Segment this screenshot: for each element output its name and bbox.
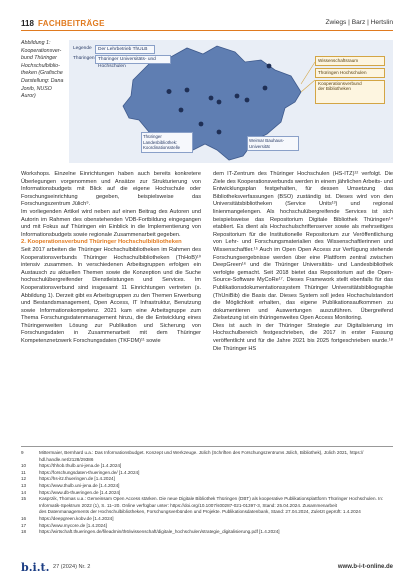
paragraph: Workshops. Einzelne Einrichtungen haben auch bereits konkretere Überlegungen vorgenommen und Ansätze zur Strukturierung von Informationsbudgets mit Blick auf die eigene Hochschule oder Forschungseinrichtung gegeben, beispielsweise das Forschungszentrum Jülich⁹. xyxy=(21,171,201,208)
footnote xyxy=(21,509,393,516)
section-title: FACHBEITRÄGE xyxy=(38,19,105,28)
footnote-link[interactable]: https://hs-itz.thueringen.de [1.4.2024] xyxy=(39,476,115,482)
paragraph: Seit 2017 arbeiten die Thüringer Hochschulbibliotheken im Rahmen des Kooperationsverbunds Thüringer Hochschulbibliotheken (ThHoB)¹⁰ intensiv zusammen. In verschiedenen Arbeitsgruppen erfolgen ein Austausch zu aktuellen Themen sowie die Konzeption und die Suche hochschulübergreifender Dienstleistungen und Services. Im Kooperationsverbund sind insgesamt 11 Einrichtungen vertreten (s. Abbildung 1). Derzeit gibt es Arbeitsgruppen zu den Themen Erwerbung und Bestandsmanagement, Open Access, IT Infrastruktur, Benutzung sowie Informationskompetenz. 2021 kam eine Arbeitsgruppe zum Thema Forschungsdatenmanagement hinzu, die die Entwicklung eines Thüringenweiten Lösung zur Publikation und Sicherung von Forschungsdaten in Zusammenarbeit mit dem Thüringer Kompetenznetzwerk Forschungsdaten (TKFDM)¹¹ sowie xyxy=(21,246,201,345)
footnote xyxy=(21,529,393,536)
connector-line xyxy=(301,80,315,92)
right-detail-line: Kooperationsverbund xyxy=(318,81,362,86)
footnote-number: 14 xyxy=(21,489,27,495)
footnote-number: 11 xyxy=(21,469,26,475)
paragraph: Dies ist auch in der Thüringer Strategie zur Digitalisierung im Hochschulbereich festgeschrieben, die 2017 in erster Fassung veröffentlicht und für die Jahre 2021 bis 2025 fortgeschrieben wurde.¹⁸ Die Thüringer HS xyxy=(213,322,393,352)
header-divider xyxy=(21,30,393,31)
issue-info: 27 (2024) Nr. 2 xyxy=(53,564,91,570)
footnote-text: Mittermaier, Bernhard u.a.: Das Informationsbudget. Konzept und Werkzeuge. Jülich (Schriften des Forschungszentrums Jülich, Bibliothek), Jülich 2021, https:// xyxy=(39,450,364,455)
website-link[interactable]: www.b-i-t-online.de xyxy=(337,564,393,570)
footnote-link[interactable]: https://www.db-thueringen.de [1.4.2024] xyxy=(39,489,121,495)
location-pin-icon xyxy=(179,108,184,113)
legend-label: Legende xyxy=(73,46,92,51)
caption-line: Jonib, NUSO Auror) xyxy=(21,85,52,100)
caption-line: bund Thüringer xyxy=(21,55,57,62)
caption-line: Kooperationsver- xyxy=(21,47,62,54)
location-pin-icon xyxy=(263,86,268,91)
location-pin-icon xyxy=(209,96,214,101)
footnote-number: 16 xyxy=(21,515,27,521)
footnote xyxy=(21,457,393,464)
footnote xyxy=(21,476,393,483)
footnote-link[interactable]: https://deepgreen.kobv.de [1.4.2024] xyxy=(39,515,114,521)
page-number: 118 xyxy=(21,19,34,28)
paragraph: dem IT-Zentrum des Thüringer Hochschulen (HS-ITZ)¹² verfolgt. Die Ziele des Kooperationsverbunds werden in einem jährlichen Arbeits- und Entwicklungsplan festgehalten, für dessen Umsetzung das Bibliotheksverfassungen (BSO) zuständig ist. Dieses wird von den Universitätsbibliotheken (Service Units¹³) und regional linienmangelengen. Als hochschulübergreifende Services ist sich beispielsweise das Repositorium Digitale Bibliothek Thüringen¹⁴ etabliert. Es dient als Hochschulschriftenserver sowie als mehrseitiges Repositorium für die Institutionelle Repositorium zur Veröffentlichung von Lehr- und Forschungsmaterialien des Wissenschaftlerinnen und Wissenschaftler.¹⁵ Auch im Open Open Access zur Verfügung stehende Forschungsergebnisse werden über eine Plattform zentral zwischen DeepGreen¹⁶ und die Thüringer Universitäts- und Landesbibliothek verfolgte gemacht. Seit 2018 bietet das Repositorium auf die Open-Source-Software MyCoRe¹⁷. Dieses Framework stellt ebenfalls für das Publikationsdokumentationssystem Thüringer Universitätsbibliographie (ThUniBib) die Basis dar. Dieses System soll jedes Hochschulstandort die Möglichkeit erhalten, das eigene Publikationsaufkommen zu dokumentieren und Auswertungen auszuführen. Übergreifend Zielsetzung ist ein thüringenweites Open Access Monitoring. xyxy=(213,171,393,322)
footnote-number: 9 xyxy=(21,450,24,455)
paragraph: Im vorliegenden Artikel wird neben auf einen Beitrag des Autoren und Autorin im Rahmen des obenstehenden VDB-Fortbildung eingegangen und mit Fokus auf Thüringen ein Einblick in die Implementierung von Informationsbudgets sowie regionale Zusammenarbeit gegeben. xyxy=(21,208,201,238)
left-column xyxy=(21,171,201,346)
footnote-text: des Datenmanagements der Hochschulbibliotheken, Forschungsverbünden und Projekte. Publikationsdatenbank, Stand: 27.04.2024, Zuletzt geprüft: 1.4.2024 xyxy=(39,509,361,515)
figure-caption xyxy=(21,40,67,101)
footnote-link[interactable]: hdl.handle.net/2128/29386 xyxy=(39,456,94,462)
location-pin-icon xyxy=(267,64,272,69)
thuringia-map-figure xyxy=(69,40,393,163)
footnote-number: 12 xyxy=(21,476,27,482)
footnote-number: 17 xyxy=(21,522,27,528)
footnote-number: 15 xyxy=(21,496,27,502)
footnote xyxy=(21,470,393,477)
location-pin-icon xyxy=(245,98,250,103)
location-pin-icon xyxy=(217,100,222,105)
legend-label: Thüringen xyxy=(73,56,95,61)
location-pin-icon xyxy=(217,130,222,135)
footnote-number: 18 xyxy=(21,529,27,535)
legend-value: Der Lehrbetrieb ThULB xyxy=(95,45,155,54)
section-subheading: 2. Kooperationsverbund Thüringer Hochschulbibliotheken xyxy=(21,239,182,246)
footnote-number: 13 xyxy=(21,482,27,488)
page-footer xyxy=(21,561,393,573)
footnotes xyxy=(21,450,393,536)
bit-online-logo xyxy=(21,561,49,574)
logo-text: b.i.t. xyxy=(21,561,50,574)
footnote-divider xyxy=(21,446,393,447)
footnote xyxy=(21,483,393,490)
footnote-link[interactable]: https://wirtschaft.thueringen.de/fileadmin/th6/wissenschaft/digitale_hochschulen/strategie_digitalisierung.pdf [1.4.2024] xyxy=(39,529,280,535)
info-box: Thüringer Landesbibliothek: Koordinationsstelle xyxy=(141,132,193,153)
footnote-link[interactable]: https://forschungsdaten-thueringen.de/ [1.4.2024] xyxy=(39,469,140,475)
footnote xyxy=(21,523,393,530)
footnote-text: Kasprzik, Thomas u.a.: Gemeinsam Open Access stärken. Die neue Digitale Bibliothek Thüringen (DBT) als kooperative Publikationsplattform Thüringer Hochschulen. In: Informatik-Spektrum 2022 (1), S. 11–20. Online verfügbar unter: https://doi.org/10.1007/s00287-021-01397-3, Stand: 25.04.2024. Zusammenarbeit xyxy=(39,496,384,508)
right-label-box: Wissenschaftsraum xyxy=(315,56,385,66)
footnote-link[interactable]: https://www.thulb.uni-jena.de [1.4.2024] xyxy=(39,482,120,488)
right-column xyxy=(213,171,393,353)
connector-line xyxy=(301,62,315,84)
footnote-number: 10 xyxy=(21,463,27,469)
footnote xyxy=(21,490,393,497)
footnote-link[interactable]: https://thhob.thulb.uni-jena.de [1.4.2024] xyxy=(39,463,122,469)
location-pin-icon xyxy=(185,88,190,93)
footnote-link[interactable]: https://www.mycore.de [1.4.2024] xyxy=(39,522,107,528)
legend-value: Thüringer Universitäts- und Hochschulen xyxy=(95,55,171,64)
footnote xyxy=(21,450,393,457)
location-pin-icon xyxy=(199,122,204,127)
footnote xyxy=(21,516,393,523)
info-box: Weimar Bauhaus-Universität xyxy=(247,136,299,151)
author-names: Zwiegs | Barz | Hertslin xyxy=(325,19,393,26)
footnote xyxy=(21,463,393,470)
right-detail-line: der Bibliotheken xyxy=(318,86,351,91)
location-pin-icon xyxy=(235,94,240,99)
caption-line: Darstellung: Dana xyxy=(21,77,64,84)
right-label-box: Thüringen Hochschulen xyxy=(315,68,385,78)
caption-line: Hochschulbiblio- xyxy=(21,62,60,69)
caption-line: Abbildung 1: xyxy=(21,40,51,46)
caption-line: theken (Grafische xyxy=(21,70,63,77)
footnote xyxy=(21,496,393,509)
right-detail-box xyxy=(315,80,385,104)
